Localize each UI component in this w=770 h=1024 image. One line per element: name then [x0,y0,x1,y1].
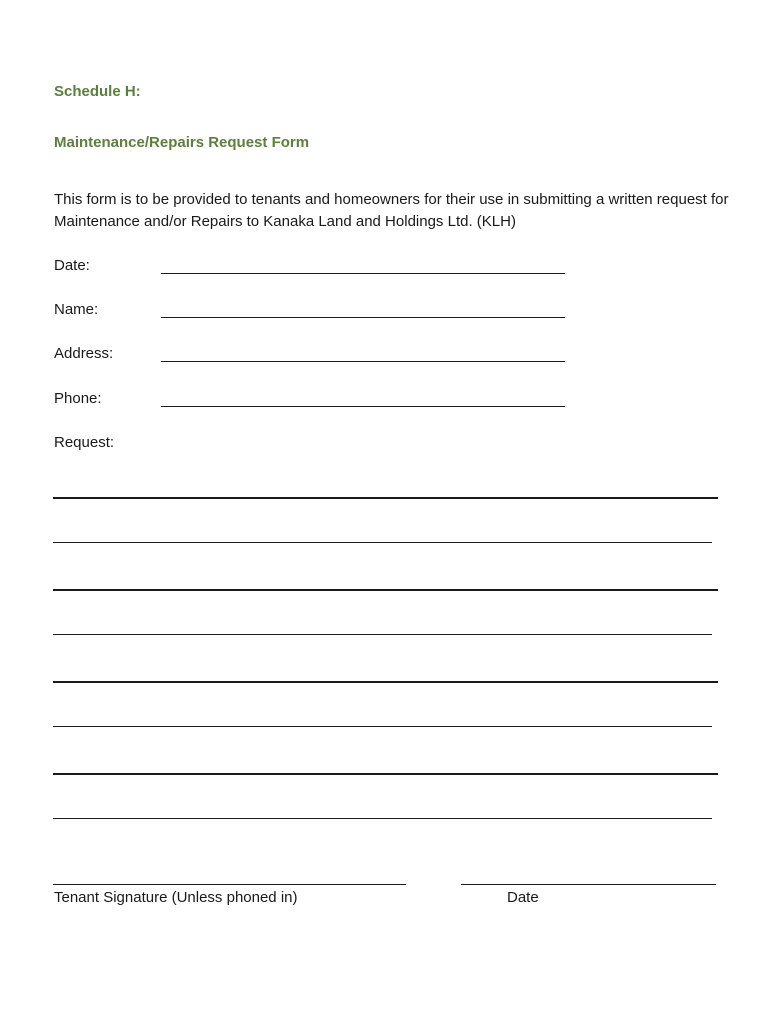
phone-field[interactable] [161,406,565,407]
schedule-heading: Schedule H: [54,83,141,100]
request-line[interactable] [53,681,718,683]
tenant-signature-label: Tenant Signature (Unless phoned in) [54,889,298,906]
request-line[interactable] [53,542,712,543]
address-field[interactable] [161,361,565,362]
signature-date-label: Date [507,889,539,906]
request-line[interactable] [53,589,718,591]
intro-paragraph: This form is to be provided to tenants and homeowners for their use in submitting a written request for Maintenance and/or Repairs to Kanaka Land and Holdings Ltd. (KLH) [54,191,729,230]
request-line[interactable] [53,726,712,727]
request-line[interactable] [53,818,712,819]
request-line[interactable] [53,773,718,775]
request-label: Request: [54,434,115,451]
form-title: Maintenance/Repairs Request Form [54,134,310,151]
name-label: Name: [54,301,99,318]
signature-date-field[interactable] [461,884,716,885]
phone-label: Phone: [54,390,102,407]
tenant-signature-field[interactable] [53,884,406,885]
address-label: Address: [54,345,114,362]
date-label: Date: [54,257,90,274]
name-field[interactable] [161,317,565,318]
date-field[interactable] [161,273,565,274]
request-line[interactable] [53,634,712,635]
request-line[interactable] [53,497,718,499]
